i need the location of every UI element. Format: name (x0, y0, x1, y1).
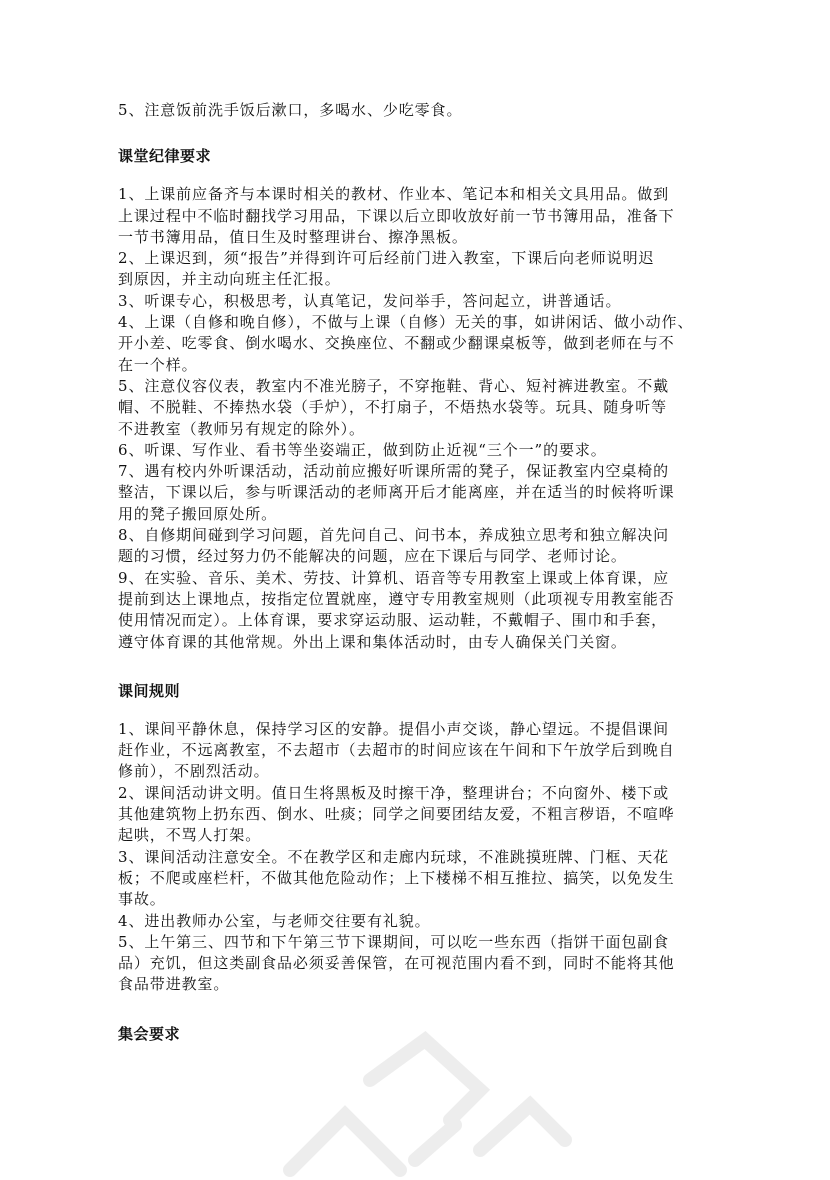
text-line: 一节书簿用品，值日生及时整理讲台、擦净黑板。 (118, 227, 468, 246)
text-line: 帽、不脱鞋、不捧热水袋（手炉），不打扇子，不焐热水袋等。玩具、随身听等 (118, 398, 668, 417)
text-line: 上课过程中不临时翻找学习用品，下课以后立即收放好前一节书簿用品，准备下 (118, 206, 675, 225)
text-line: 3、课间活动注意安全。不在教学区和走廊内玩球，不准跳摸班牌、门框、天花 (118, 847, 670, 866)
text-line: 8、自修期间碰到学习问题，首先问自己、问书本，养成独立思考和独立解决问 (118, 526, 670, 545)
text-line: 整洁，下课以后，参与听课活动的老师离开后才能离座，并在适当的时候将听课 (118, 483, 675, 502)
text-line: 修前），不剧烈活动。 (118, 762, 270, 781)
text-line: 2、上课迟到，须“报告”并得到许可后经前门进入教室，下课后向老师说明迟 (118, 249, 655, 268)
text-line: 到原因，并主动向班主任汇报。 (118, 270, 341, 289)
text-line: 5、上午第三、四节和下午第三节下课期间，可以吃一些东西（指饼干面包副食 (118, 932, 670, 951)
text-line: 事故。 (118, 890, 166, 909)
text-line: 遵守体育课的其他常规。外出上课和集体活动时，由专人确保关门关窗。 (118, 632, 627, 651)
intro-line: 5、注意饭前洗手饭后漱口，多喝水、少吃零食。 (118, 101, 463, 119)
text-line: 5、注意仪容仪表，教室内不准光膀子，不穿拖鞋、背心、短衬裤进教室。不戴 (118, 376, 670, 395)
text-line: 4、上课（自修和晚自修），不做与上课（自修）无关的事，如讲闲话、做小动作、 (118, 313, 694, 332)
recess-rules-section (118, 681, 718, 996)
text-line: 9、在实验、音乐、美术、劳技、计算机、语音等专用教室上课或上体育课，应 (118, 568, 670, 587)
text-line: 1、课间平静休息，保持学习区的安静。提倡小声交谈，静心望远。不提倡课间 (118, 719, 670, 738)
text-line: 赶作业，不远离教室，不去超市（去超市的时间应该在午间和下午放学后到晚自 (118, 741, 675, 760)
assembly-requirements-section (118, 1024, 718, 1045)
text-line: 板；不爬或座栏杆，不做其他危险动作；上下楼梯不相互推拉、搞笑，以免发生 (118, 868, 675, 887)
text-line: 在一个样。 (118, 355, 198, 374)
classroom-discipline-body (118, 184, 718, 653)
text-line: 开小差、吃零食、倒水喝水、交换座位、不翻或少翻课桌板等，做到老师在与不 (118, 334, 675, 353)
text-line: 食品带进教室。 (118, 975, 230, 994)
text-line: 7、遇有校内外听课活动，活动前应搬好听课所需的凳子，保证教室内空桌椅的 (118, 462, 670, 481)
text-line: 不进教室（教师另有规定的除外）。 (118, 419, 365, 438)
text-line: 3、听课专心，积极思考，认真笔记，发问举手，答问起立，讲普通话。 (118, 291, 622, 310)
text-line: 4、进出教师办公室，与老师交往要有礼貌。 (118, 911, 431, 930)
text-line: 起哄，不骂人打架。 (118, 826, 262, 845)
text-line: 品）充饥，但这类副食品必须妥善保管，在可视范围内看不到，同时不能将其他 (118, 954, 675, 973)
assembly-requirements-heading: 集会要求 (118, 1024, 181, 1043)
text-line: 6、听课、写作业、看书等坐姿端正，做到防止近视“三个一”的要求。 (118, 440, 607, 459)
recess-rules-body (118, 719, 718, 996)
text-line: 其他建筑物上扔东西、倒水、吐痰；同学之间要团结友爱，不粗言秽语，不喧哗 (118, 805, 675, 824)
document-body (118, 100, 718, 1045)
text-line: 用的凳子搬回原处所。 (118, 504, 278, 523)
text-line: 使用情况而定）。上体育课，要求穿运动服、运动鞋，不戴帽子、围巾和手套， (118, 611, 668, 630)
classroom-discipline-heading: 课堂纪律要求 (118, 147, 212, 166)
text-line: 提前到达上课地点，按指定位置就座，遵守专用教室规则（此项视专用教室能否 (118, 589, 675, 608)
text-line: 1、上课前应备齐与本课时相关的教材、作业本、笔记本和相关文具用品。做到 (118, 185, 670, 204)
classroom-discipline-section (118, 146, 718, 653)
recess-rules-heading: 课间规则 (118, 681, 181, 700)
text-line: 2、课间活动讲文明。值日生将黑板及时擦干净，整理讲台；不向窗外、楼下或 (118, 783, 670, 802)
text-line: 题的习惯，经过努力仍不能解决的问题，应在下课后与同学、老师讨论。 (118, 547, 627, 566)
